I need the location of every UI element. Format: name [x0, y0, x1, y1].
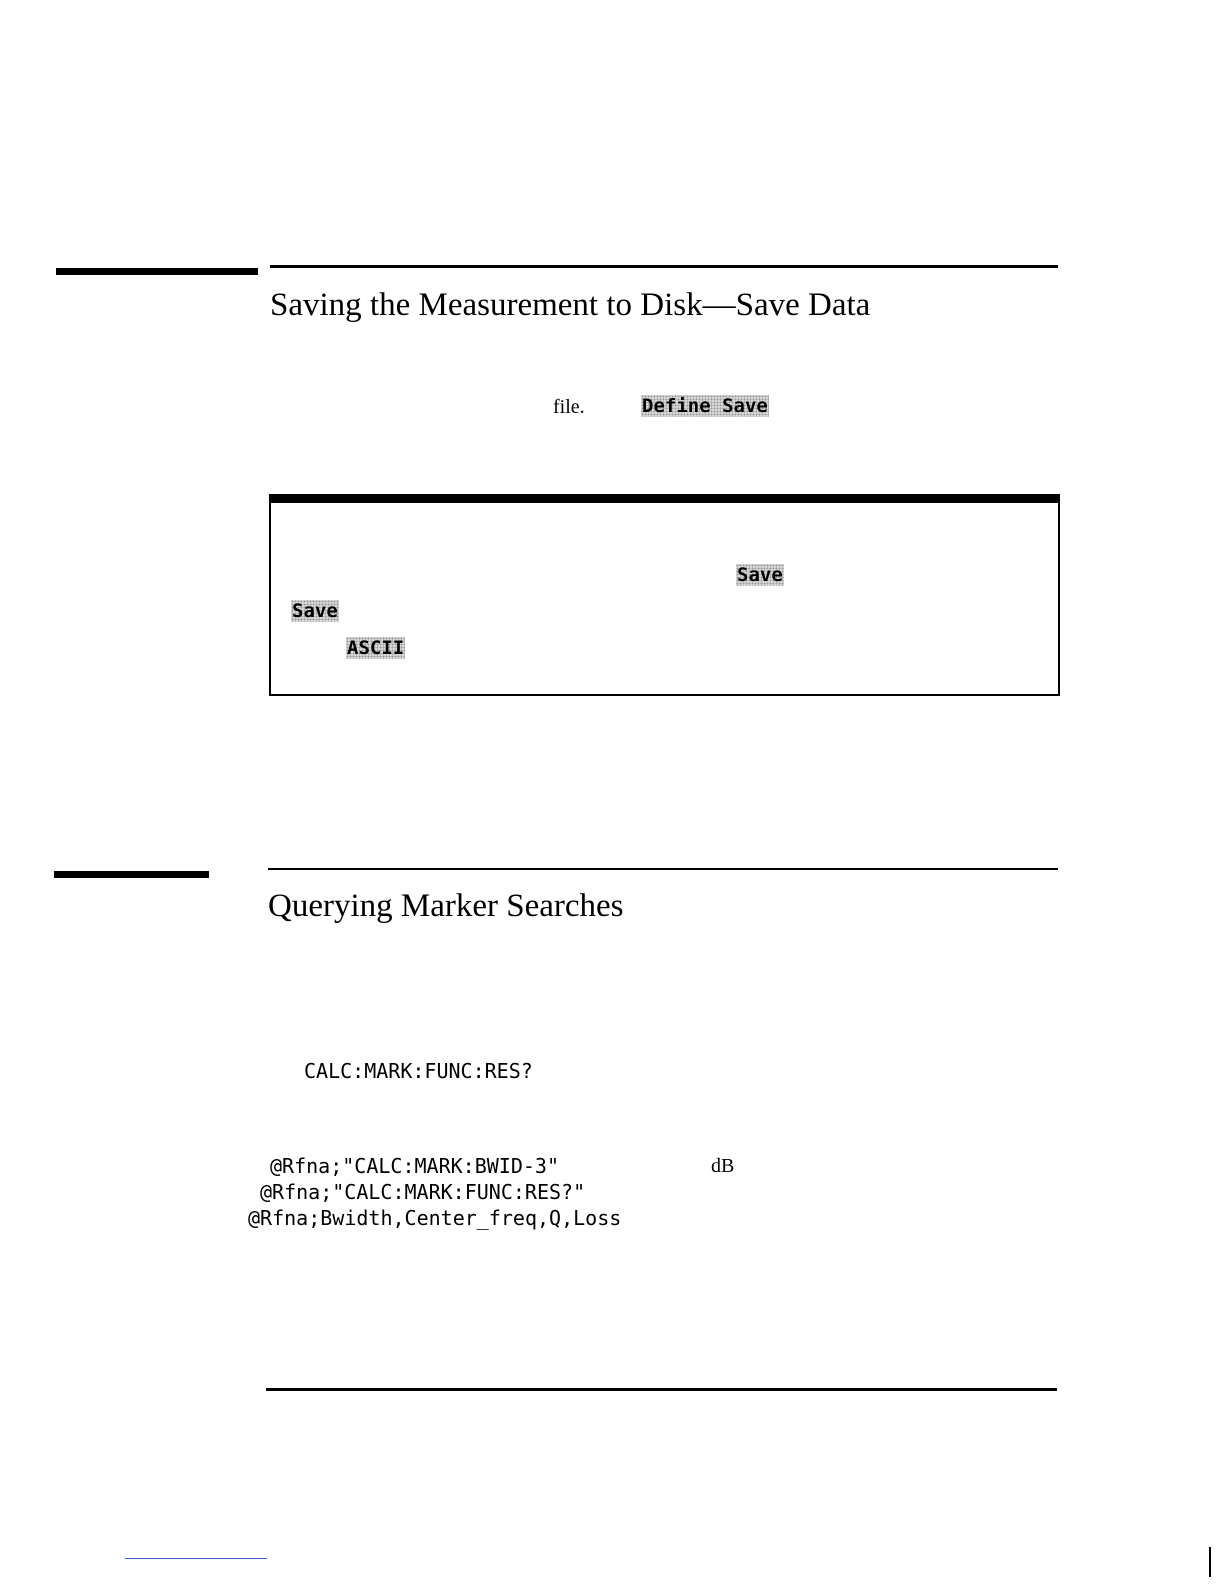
section-rule-left [56, 268, 258, 275]
softkey-define-save: Define Save [642, 395, 768, 417]
section-heading-marker-searches: Querying Marker Searches [268, 888, 624, 924]
softkey-save: Save [737, 564, 783, 586]
program-line: @Rfna;"CALC:MARK:FUNC:RES?" [260, 1180, 586, 1204]
page-edge-mark [1209, 1547, 1211, 1577]
command-text: CALC:MARK:FUNC:RES? [304, 1059, 533, 1083]
section-rule-left [54, 871, 209, 878]
bottom-rule [266, 1388, 1057, 1391]
note-box [269, 494, 1060, 696]
section-rule-right [270, 265, 1058, 268]
body-text-file: file. [553, 396, 585, 418]
section-heading-save-data: Saving the Measurement to Disk—Save Data [270, 287, 871, 323]
program-line: @Rfna;Bwidth,Center_freq,Q,Loss [248, 1206, 622, 1230]
section-rule-right [268, 868, 1058, 870]
softkey-save: Save [292, 600, 338, 622]
unit-text-db: dB [711, 1155, 735, 1177]
footer-link-underline [125, 1558, 267, 1559]
program-line: @Rfna;"CALC:MARK:BWID-3" [270, 1154, 559, 1178]
softkey-ascii: ASCII [347, 637, 405, 659]
